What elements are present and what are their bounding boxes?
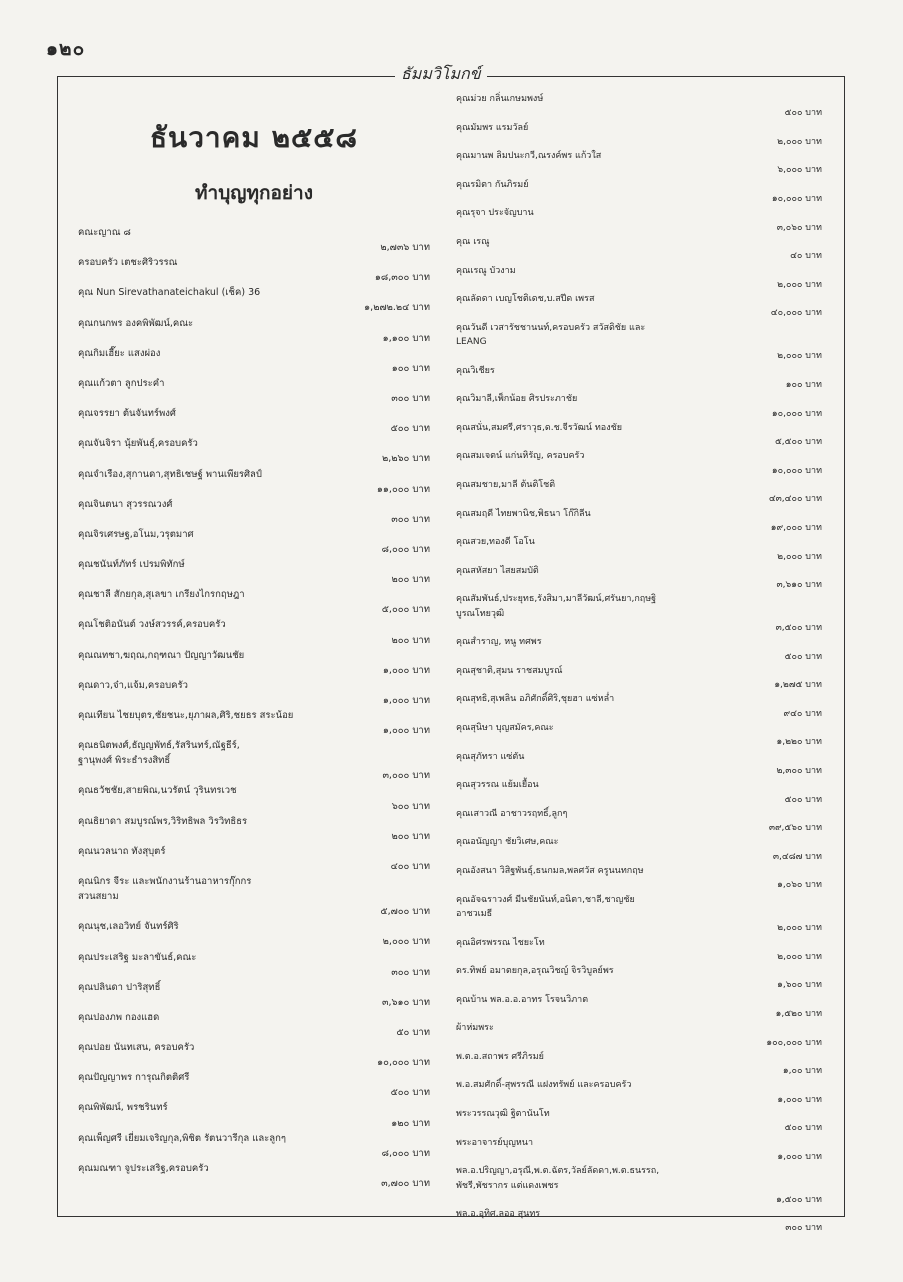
donation-entry	[456, 907, 822, 936]
donation-entry	[456, 149, 822, 178]
donation-amount: ๑,๐๐๐ บาท	[777, 1094, 822, 1105]
donation-amount: ๑๑,๐๐๐ บาท	[376, 483, 430, 495]
donation-entry	[456, 1050, 822, 1079]
donation-amount: ๓๐๐ บาท	[391, 966, 430, 978]
donation-amount: ๑๒๐ บาท	[391, 1117, 430, 1129]
donation-entry	[78, 255, 430, 285]
donor-name: คุณเพ็ญศรี เยี่ยมเจริญกุล,พิชิต รัตนวารีกุล และลูกๆ	[78, 1132, 286, 1144]
donation-amount: ๔๐,๐๐๐ บาท	[770, 308, 822, 319]
donor-name: ดร.ทิพย์ อมาตยกุล,อรุณวิชญ์ จิรวิบูลย์พร	[456, 966, 614, 977]
donor-name: คุณปลินดา ปาริสุทธิ์	[78, 981, 161, 993]
donation-entry	[456, 807, 822, 836]
donation-amount: ๓,๔๘๗ บาท	[772, 851, 822, 862]
donor-name: คุณเสาวณี อาชาวรฤทธิ์,ลูกๆ	[456, 808, 568, 819]
left-column	[78, 92, 430, 1191]
donor-name: คุณสุภัทรา แซ่ตัน	[456, 751, 525, 762]
donor-name: คุณปัญญาพร การุณกิตติศรี	[78, 1072, 190, 1084]
donation-amount: ๑,๒๗๕ บาท	[774, 680, 822, 691]
donation-entry	[456, 535, 822, 564]
donor-name: คุณชาลี สักยกุล,สุเลขา เกรียงไกรกฤษฎา	[78, 589, 245, 601]
donation-amount: ๕๐๐ บาท	[784, 108, 822, 119]
donation-amount: ๖๐๐ บาท	[391, 800, 430, 812]
donor-name: คุณนุช,เลอวิทย์ จันทร์ศิริ	[78, 921, 179, 933]
donation-amount: ๑,๒๗๒.๒๔ บาท	[364, 302, 430, 314]
donation-entry	[456, 721, 822, 750]
donation-amount: ๕,๕๐๐ บาท	[774, 437, 822, 448]
donation-entry	[456, 778, 822, 807]
donation-amount: ๒,๐๐๐ บาท	[777, 923, 822, 934]
donor-name: คุณสุทธิ,สุเพลิน อภิศักดิ์ศิริ,ชุยฮา แซ่หล่ำ	[456, 694, 615, 705]
donor-name: คุณอิศรพรรณ ไชยะโท	[456, 937, 545, 948]
donation-entry	[78, 225, 430, 255]
donor-name: คุณลัดดา เบญโชติเดช,บ.สปีด เพรส	[456, 294, 595, 305]
donation-entry	[456, 321, 822, 335]
donor-name: คุณณทชา,ฆฤณ,กฤฑณา ปัญญาวัฒนชัย	[78, 649, 245, 661]
donation-amount: ๑๐,๐๐๐ บาท	[771, 465, 822, 476]
donation-entry	[78, 950, 430, 980]
donor-name: คุณเทียน ไชยบุตร,ชัยชนะ,ยุภาผล,ศิริ,ชยธร สระน้อย	[78, 710, 294, 721]
right-column	[456, 92, 822, 1236]
donor-name: พระวรรณวุฒิ ฐิตานันโท	[456, 1109, 550, 1120]
donation-amount: ๒๐๐ บาท	[391, 830, 430, 842]
donation-amount: ๒,๗๓๖ บาท	[380, 242, 430, 254]
donation-entry	[78, 1070, 430, 1100]
donation-entry	[78, 753, 430, 783]
donation-entry	[456, 936, 822, 965]
donor-name: พระอาจารย์บุญหนา	[456, 1137, 534, 1148]
donor-name: คุณสนั่น,สมศรี,ศราวุธ,ด.ช.จีรวัฒน์ ทองชัย	[456, 422, 622, 433]
donor-name: คุณจำเรือง,สุกานดา,สุทธิเชษฐ์ พานเพียรศิลป์	[78, 468, 262, 480]
donation-entry	[78, 467, 430, 497]
donor-name: คุณอังสนา วิสิฐพันธุ์,ธนกมล,พลศวัส ครูนนทกฤษ	[456, 866, 644, 877]
donor-name: คุณจันจิรา นุ้ยพันธุ์,ครอบครัว	[78, 438, 198, 450]
donor-name: คุณรุจา ประจัญบาน	[456, 208, 534, 219]
donation-entry	[456, 335, 822, 364]
donation-entry	[78, 738, 430, 753]
donation-amount: ๑,๑๐๐ บาท	[382, 332, 430, 344]
donor-name: บูรณโทยวุฒิ	[456, 608, 505, 619]
donation-entry	[456, 92, 822, 121]
donor-name: สวนสยาม	[78, 891, 119, 903]
donor-name: คุณกนกพร องคพิพัฒน์,คณะ	[78, 317, 194, 329]
donation-amount: ๒,๐๐๐ บาท	[777, 351, 822, 362]
donation-amount: ๒๐๐ บาท	[391, 574, 430, 586]
donation-entry	[78, 814, 430, 844]
donation-amount: ๒,๐๐๐ บาท	[777, 951, 822, 962]
donor-name: คุณสุนิษา บุญสมัคร,คณะ	[456, 723, 554, 734]
donation-entry	[456, 993, 822, 1022]
donation-amount: ๓,๐๐๐ บาท	[382, 770, 430, 782]
donation-entry	[456, 206, 822, 235]
donation-entry	[456, 421, 822, 450]
donation-amount: ๑,๐๐ บาท	[782, 1066, 822, 1077]
donation-entry	[78, 557, 430, 587]
donor-name: คุณจิรเศรษฐ,อโนม,วรุตมาศ	[78, 528, 194, 540]
donation-amount: ๑๐๐ บาท	[785, 379, 822, 390]
donor-name: พ.อ.สมศักดิ์-สุพรรณี แฝงทรัพย์ และครอบครัว	[456, 1080, 632, 1091]
donation-amount: ๑๙,๐๐๐ บาท	[770, 522, 822, 533]
donation-amount: ๓๐๐ บาท	[391, 513, 430, 525]
donation-amount: ๔๐ บาท	[790, 251, 822, 262]
donation-entry	[456, 121, 822, 150]
donation-entry	[456, 292, 822, 321]
donation-amount: ๙๔๐ บาท	[783, 708, 822, 719]
donation-entry	[456, 964, 822, 993]
donor-name: คณะญาณ ๘	[78, 227, 131, 238]
donor-name: คุณสัมพันธ์,ประยุทธ,รังสิมา,มาลีวัฒน์,ศรันยา,กฤษฐิ	[456, 594, 657, 605]
donation-entry	[78, 844, 430, 874]
donation-amount: ๓,๖๑๐ บาท	[381, 996, 430, 1008]
donor-name: คุณสมเจตน์ แก่นหิรัญ, ครอบครัว	[456, 451, 585, 462]
donor-name: คุณแก้วตา ลูกประคำ	[78, 377, 165, 389]
donation-amount: ๓,๕๐๐ บาท	[775, 622, 822, 633]
donation-entry	[78, 285, 430, 315]
donation-entry	[456, 635, 822, 664]
donor-name: คุณจรรยา ต้นจันทร์พงศ์	[78, 408, 176, 420]
section-subtitle: ทำบุญทุกอย่าง	[195, 182, 313, 204]
donor-name: คุณสำราญ, หนู ทศพร	[456, 637, 542, 648]
donation-entry	[456, 664, 822, 693]
donation-amount: ๑,๐๐๐ บาท	[382, 725, 430, 737]
donation-entry	[456, 607, 822, 636]
donation-amount: ๑,๕๒๐ บาท	[775, 1009, 822, 1019]
donation-amount: ๒,๒๖๐ บาท	[381, 453, 430, 465]
donation-entry	[78, 1161, 430, 1191]
donation-amount: ๑๐,๐๐๐ บาท	[377, 1057, 430, 1069]
donation-amount: ๓,๖๑๐ บาท	[776, 580, 822, 591]
donation-amount: ๖,๐๐๐ บาท	[777, 165, 822, 176]
donation-entry	[456, 364, 822, 393]
donation-amount: ๕๐๐ บาท	[390, 423, 430, 435]
donation-amount: ๓๐๐ บาท	[391, 393, 430, 405]
donor-name: คุณเรณู บัวงาม	[456, 265, 516, 276]
donor-name: คุณสุชาติ,สุมน ราชสมบูรณ์	[456, 665, 563, 676]
donation-amount: ๒,๐๐๐ บาท	[777, 551, 822, 562]
donor-name: คุณสมฤดี ไทยพานิช,พิธนา โก๊กิลีน	[456, 508, 591, 519]
donor-name: คุณวิมาลี,เพ็กน้อย ศิรประภาชัย	[456, 394, 578, 405]
donation-amount: ๑,๐๐๐ บาท	[382, 694, 430, 706]
donation-amount: ๓,๗๐๐ บาท	[381, 1177, 430, 1189]
donation-amount: ๒,๓๐๐ บาท	[776, 765, 822, 776]
donor-name: คุณธวัชชัย,สายพิณ,นวรัตน์ วุรินทรเวช	[78, 785, 237, 797]
donation-entry	[78, 436, 430, 466]
donation-entry	[456, 478, 822, 507]
donation-amount: ๔๐๐ บาท	[390, 860, 430, 872]
donation-amount: ๑๐๐,๐๐๐ บาท	[766, 1037, 822, 1048]
donor-name: คุณวันดี เวสารัชชานนท์,ครอบครัว สวัสดิชัย และ	[456, 322, 646, 333]
donation-amount: ๑,๐๐๐ บาท	[382, 664, 430, 676]
donation-entry	[456, 564, 822, 593]
donor-name: คุณอนัญญา ชัยวิเศษ,คณะ	[456, 837, 559, 848]
donation-amount: ๕๐ บาท	[396, 1026, 430, 1038]
donor-name: ครอบครัว เตชะศิริวรรณ	[78, 257, 178, 269]
donor-name: คุณรมิตา กันภิรมย์	[456, 179, 529, 190]
donor-name: คุณมัมพร แรมวัลย์	[456, 122, 529, 133]
donation-amount: ๔๓,๔๐๐ บาท	[768, 494, 822, 505]
donor-name: คุณม่วย กลิ่นเกษมพงษ์	[456, 94, 544, 104]
donor-name: คุณนิกร จีระ และพนักงานร้านอาหารกุ๊กกร	[78, 876, 252, 888]
donation-entry	[456, 507, 822, 536]
donation-entry	[456, 1207, 822, 1236]
donation-amount: ๕๐๐ บาท	[784, 1123, 822, 1134]
donation-entry	[78, 346, 430, 376]
donation-entry	[78, 587, 430, 617]
donation-entry	[456, 264, 822, 293]
donation-amount: ๑๐,๐๐๐ บาท	[771, 408, 822, 419]
donation-amount: ๕,๐๐๐ บาท	[381, 604, 430, 616]
donor-name: คุณ เรณู	[456, 236, 490, 247]
donation-entry	[456, 178, 822, 207]
donation-entry	[456, 592, 822, 606]
donation-amount: ๑,๐๖๐ บาท	[777, 880, 822, 891]
donation-entry	[456, 893, 822, 907]
donor-name: คุณชนันท์ภัทร์ เปรมพิทักษ์	[78, 559, 185, 571]
donor-name: พัชรี,พัชรากร แต่แดงเพชร	[456, 1180, 559, 1191]
donation-amount: ๒,๐๐๐ บาท	[777, 279, 822, 290]
donation-amount: ๕๐๐ บาท	[784, 651, 822, 662]
donation-amount: ๓๐๐ บาท	[785, 1223, 822, 1234]
donation-entry	[456, 1021, 822, 1050]
donation-entry	[78, 783, 430, 813]
donation-amount: ๑,๕๐๐ บาท	[776, 1194, 822, 1205]
donor-name: คุณสุวรรณ แย้มเยื้อน	[456, 780, 539, 791]
donation-entry	[456, 235, 822, 264]
donation-entry	[78, 1010, 430, 1040]
donation-entry	[78, 889, 430, 919]
donation-entry	[78, 617, 430, 647]
donor-name: คุณธิยาดา สมบูรณ์พร,วิริทธิพล วิรวิทธิธร	[78, 815, 248, 827]
donation-entry	[78, 527, 430, 557]
donation-amount: ๓๙,๕๖๐ บาท	[768, 823, 822, 834]
donation-entry	[456, 449, 822, 478]
donation-entry	[456, 750, 822, 779]
donation-entry	[78, 1100, 430, 1130]
donor-name: คุณปอย นันทเสน, ครอบครัว	[78, 1042, 195, 1054]
donation-amount: ๑๐๐ บาท	[391, 362, 430, 374]
donation-amount: ๒,๐๐๐ บาท	[382, 936, 430, 948]
donor-name: คุณ Nun Sirevathanateichakul (เช็ค) 36	[78, 287, 261, 299]
donor-name: คุณมณฑา จูประเสริฐ,ครอบครัว	[78, 1162, 209, 1174]
donation-entry	[456, 835, 822, 864]
donor-name: คุณอัจฉราวงศ์ มีนชัยนันท์,อนิตา,ชาลี,ชาญชัย	[456, 894, 635, 905]
donor-name: คุณประเสริฐ มะลาขันธ์,คณะ	[78, 951, 197, 963]
donation-entry	[456, 1164, 822, 1178]
donation-amount: ๑๘,๓๐๐ บาท	[374, 272, 430, 284]
donation-entry	[78, 1131, 430, 1161]
donor-name: คุณสมชาย,มาลี ต้นติโชติ	[456, 480, 556, 491]
donation-amount: ๒,๐๐๐ บาท	[777, 136, 822, 147]
donation-entry	[78, 874, 430, 889]
donation-entry	[78, 406, 430, 436]
donation-entry	[78, 316, 430, 346]
donation-amount: ๓,๐๖๐ บาท	[776, 222, 822, 233]
donation-entry	[456, 1136, 822, 1165]
donation-entry	[78, 678, 430, 708]
donation-amount: ๑,๖๐๐ บาท	[777, 980, 822, 991]
donor-name: คุณดาว,จ๋า,แจ้ม,ครอบครัว	[78, 679, 188, 691]
donation-amount: ๑๐,๐๐๐ บาท	[771, 194, 822, 205]
donation-entry	[456, 1179, 822, 1208]
donation-amount: ๑,๒๒๐ บาท	[776, 737, 822, 748]
page-number: ๑๒๐	[46, 38, 86, 60]
donor-name: อาชวเมธี	[456, 908, 493, 919]
donation-entry	[456, 1078, 822, 1107]
donation-amount: ๒๐๐ บาท	[391, 634, 430, 646]
donor-name: LEANG	[456, 337, 487, 348]
donation-amount: ๘,๐๐๐ บาท	[381, 543, 430, 555]
donation-entry	[78, 708, 430, 738]
donation-list-right	[456, 92, 822, 1236]
donor-name: คุณนวลนาถ ทังสุบุตร์	[78, 845, 166, 857]
donation-amount: ๑,๐๐๐ บาท	[777, 1151, 822, 1162]
donation-amount: ๘,๐๐๐ บาท	[381, 1147, 430, 1159]
donor-name: คุณโชติอนันต์ วงษ์สวรรค์,ครอบครัว	[78, 619, 226, 631]
donation-entry	[78, 980, 430, 1010]
section-title: ธันวาคม ๒๕๕๘	[149, 121, 359, 154]
donor-name: คุณมานพ ลิมปนะกวี,ณรงค์พร แก้วใส	[456, 151, 602, 162]
donor-name: พ.ต.อ.สถาพร ศรีภิรมย์	[456, 1051, 544, 1062]
donation-list-left	[78, 225, 430, 1191]
donation-entry	[456, 864, 822, 893]
donor-name: พล.อ.ปริญญา,อรุณี,พ.ต.ฉัตร,วัลย์ลัดดา,พ.ต.ธนรรถ,	[456, 1166, 660, 1177]
donor-name: คุณวิเชียร	[456, 365, 495, 376]
donation-entry	[456, 692, 822, 721]
running-head: ธัมมวิโมกข์	[395, 62, 487, 87]
donor-name: คุณสวย,ทองดี โอโน	[456, 537, 535, 548]
donor-name: คุณธนิตพงศ์,ธัญญพัทธ์,รัสรินทร์,ณัฐธีร์,	[78, 740, 240, 752]
donation-entry	[78, 919, 430, 949]
donation-amount: ๕๐๐ บาท	[784, 794, 822, 805]
donor-name: คุณสหัสยา ไสยสมบัติ	[456, 565, 539, 576]
donation-entry	[456, 392, 822, 421]
donor-name: คุณปองภพ กองแฮด	[78, 1011, 160, 1023]
donor-name: ฐานุพงศ์ พิระธำรงสิทธิ์	[78, 755, 171, 767]
donor-name: พล.อ.อุทิศ,ลออ สุนทร	[456, 1209, 541, 1220]
donation-amount: ๕,๗๐๐ บาท	[380, 906, 430, 918]
donor-name: คุณบ้าน พล.อ.อ.อาทร โรจนวิภาต	[456, 994, 589, 1005]
donation-entry	[78, 1040, 430, 1070]
donation-entry	[456, 1107, 822, 1136]
donation-amount: ๕๐๐ บาท	[390, 1087, 430, 1099]
donor-name: คุณพิพัฒน์, พรชรินทร์	[78, 1102, 168, 1114]
donation-entry	[78, 497, 430, 527]
donor-name: คุณกิมเฮี๊ยะ แสงผ่อง	[78, 347, 161, 359]
donor-name: ผ้าห่มพระ	[456, 1023, 494, 1034]
donor-name: คุณจินตนา สุวรรณวงศ์	[78, 498, 173, 510]
donation-entry	[78, 648, 430, 678]
donation-entry	[78, 376, 430, 406]
